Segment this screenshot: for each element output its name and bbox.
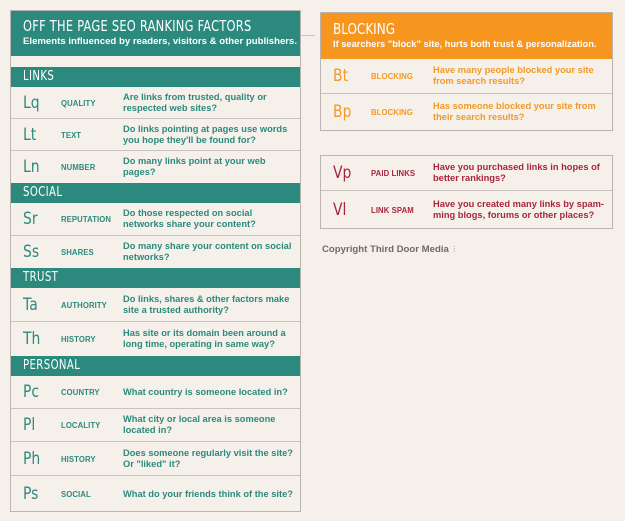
factor-question: Do those respected on social networks share your content?	[123, 208, 256, 229]
factor-label: BLOCKING	[371, 71, 413, 81]
factor-question: Are links from trusted, quality or respected web sites?	[123, 91, 267, 113]
factor-symbol: Bt	[333, 66, 349, 86]
factor-symbol: Ps	[23, 484, 39, 504]
section-header-links: LINKS	[11, 67, 300, 87]
factor-question: What country is someone located in?	[123, 386, 288, 397]
factor-row-ph	[11, 442, 300, 476]
factor-row-ss	[11, 236, 300, 268]
factor-label: REPUTATION	[61, 214, 112, 224]
factor-question: Has someone blocked your site from their search results?	[433, 101, 596, 122]
blocking-title: BLOCKING	[333, 20, 395, 38]
violations-panel	[320, 155, 613, 229]
factor-row-sr	[11, 203, 300, 236]
factor-label: AUTHORITY	[61, 299, 107, 310]
factor-symbol: Sr	[23, 209, 38, 229]
factor-question: Have you created many links by spam-ming blogs, forums or other places?	[433, 198, 605, 220]
factor-question: Do many links point at your web pages?	[123, 156, 266, 177]
factor-label: SOCIAL	[61, 489, 91, 499]
blocking-subtitle: If searchers "block" site, hurts both trust & personalization.	[333, 39, 597, 49]
factor-row-ta	[11, 288, 300, 322]
factor-question: Have many people blocked your site from search results?	[433, 65, 594, 86]
factor-question: Have you purchased links in hopes of better rankings?	[433, 162, 600, 183]
blocking-header	[321, 13, 612, 59]
factor-symbol: Lt	[23, 124, 37, 145]
factor-label: LOCALITY	[61, 420, 101, 430]
factor-row-pl	[11, 409, 300, 442]
factor-row-bp	[321, 94, 612, 130]
factor-symbol: Vp	[333, 163, 352, 183]
factor-label: COUNTRY	[61, 387, 100, 397]
factor-label: HISTORY	[61, 334, 96, 344]
panel-header	[11, 11, 300, 56]
factor-label: HISTORY	[61, 453, 96, 464]
factor-question: Has site or its domain been around a long time, operating in same way?	[123, 328, 286, 349]
factor-label: SHARES	[61, 247, 94, 257]
factor-label: BLOCKING	[371, 107, 413, 117]
copyright-text	[322, 244, 456, 255]
factor-row-vl	[321, 191, 612, 228]
factor-label: LINK SPAM	[371, 204, 414, 215]
factor-symbol: Bp	[333, 102, 352, 122]
factor-row-lt	[11, 119, 300, 151]
factor-row-ps	[11, 476, 300, 512]
copyright-label: Copyright Third Door Media	[322, 244, 449, 255]
blocking-panel	[320, 12, 613, 131]
section-header-social: SOCIAL	[11, 183, 300, 203]
factor-row-vp	[321, 156, 612, 191]
off-page-factors-panel	[10, 10, 301, 512]
factor-symbol: Ss	[23, 242, 40, 262]
section-header-trust: TRUST	[11, 268, 300, 288]
factor-row-bt	[321, 59, 612, 94]
dots-icon: ⁝	[452, 244, 456, 255]
factor-symbol: Lq	[23, 92, 40, 113]
factor-symbol: Pc	[23, 382, 40, 402]
factor-symbol: Ph	[23, 448, 41, 469]
page-title: OFF THE PAGE SEO RANKING FACTORS	[23, 17, 252, 35]
factor-symbol: Ln	[23, 157, 40, 177]
factor-row-pc	[11, 376, 300, 409]
factor-label: QUALITY	[61, 97, 96, 108]
factor-symbol: Vl	[333, 199, 347, 220]
factor-symbol: Pl	[23, 415, 36, 435]
factor-label: PAID LINKS	[371, 168, 416, 178]
factor-question: Do many share your content on social networks?	[123, 241, 292, 262]
factor-row-th	[11, 322, 300, 356]
factor-label: TEXT	[61, 129, 82, 140]
section-header-personal: PERSONAL	[11, 356, 300, 376]
factor-question: What do your friends think of the site?	[123, 488, 293, 499]
factor-label: NUMBER	[61, 162, 96, 172]
factor-question: Does someone regularly visit the site? Or "liked" it?	[123, 447, 293, 469]
page-subtitle: Elements influenced by readers, visitors & other publishers.	[23, 36, 298, 47]
factor-question: Do links, shares & other factors make site a trusted authority?	[123, 293, 290, 315]
factor-symbol: Ta	[23, 294, 38, 315]
factor-row-lq	[11, 87, 300, 119]
factor-row-ln	[11, 151, 300, 183]
factor-symbol: Th	[23, 329, 41, 349]
factor-question: What city or local area is someone located in?	[123, 414, 276, 435]
factor-question: Do links pointing at pages use words you hope they'll be found for?	[123, 123, 288, 145]
